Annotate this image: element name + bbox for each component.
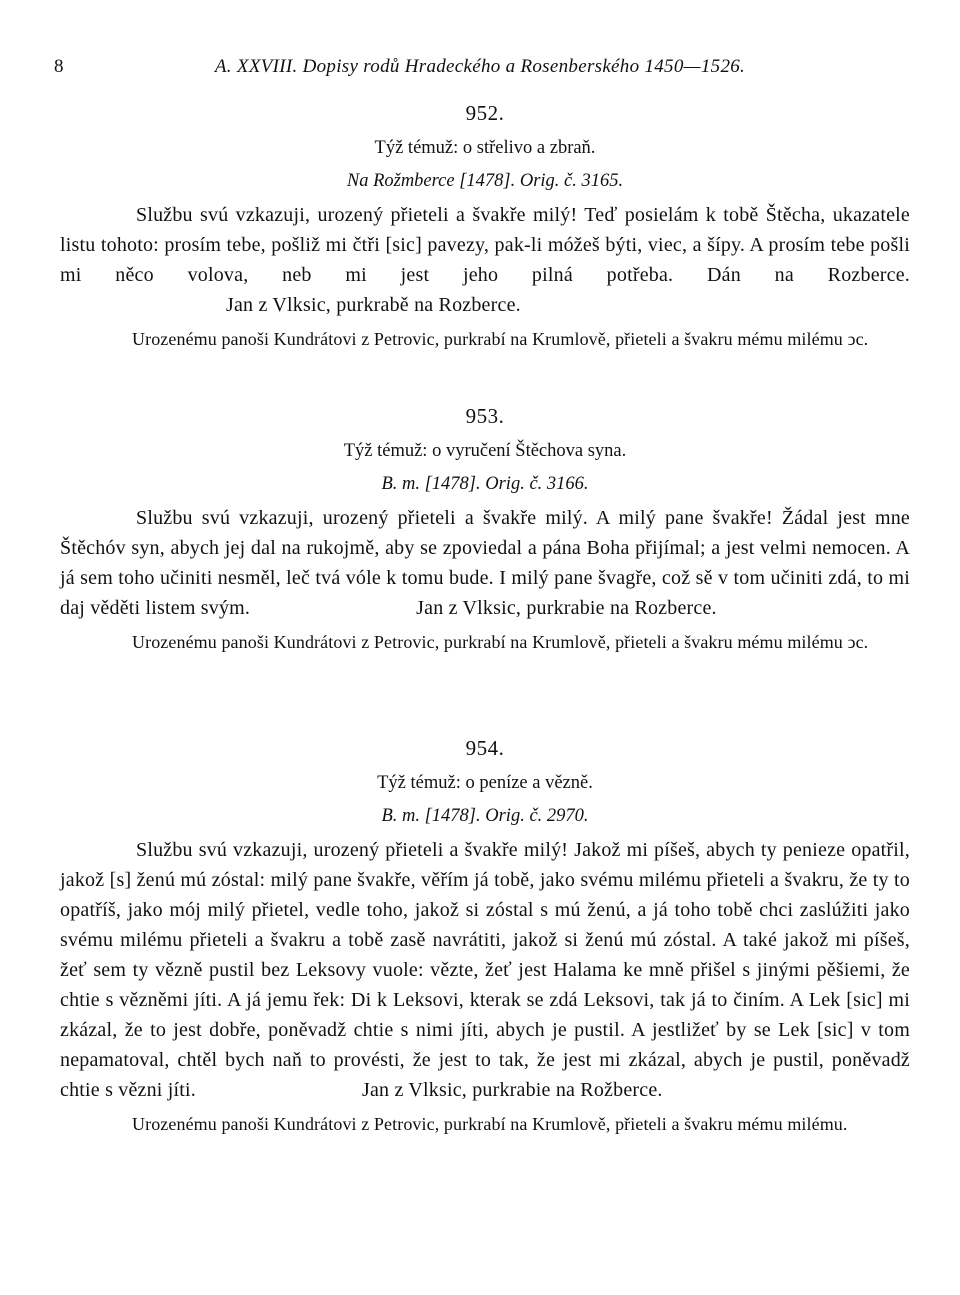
letter-body: Službu svú vzkazuji, urozený přieteli a švakře milý! Teď posielám k tobě Štěcha, ukazatele listu tohoto: prosím tebe, pošliž mi čtři [sic] pavezy, pak-li móžeš býti, viec, a šípy. A prosím tebe pošli mi něco volova, neb mi jest jeho pilná potřeba. Dán na Rozberce. <box>60 204 910 286</box>
running-head: A. XXVIII. Dopisy rodů Hradeckého a Rosenberského 1450—1526. <box>214 56 746 77</box>
document-subject: Týž témuž: o vyručení Štěchova syna. <box>343 441 627 461</box>
document-number: 954. <box>465 736 505 760</box>
document-953 <box>60 404 910 655</box>
letter-signature: Jan z Vlksic, purkrabie na Rozberce. <box>416 597 717 619</box>
letter-address: Urozenému panoši Kundrátovi z Petrovic, purkrabí na Krumlově, přieteli a švakru mému milému ↄc. <box>132 329 869 349</box>
letter-address: Urozenému panoši Kundrátovi z Petrovic, purkrabí na Krumlově, přieteli a švakru mému milému ↄc. <box>132 632 869 652</box>
letter-address: Urozenému panoši Kundrátovi z Petrovic, purkrabí na Krumlově, přieteli a švakru mému milému. <box>132 1114 848 1134</box>
page-header <box>0 56 960 82</box>
letter-body: Službu svú vzkazuji, urozený přieteli a švakře milý! Jakož mi píšeš, abych ty penieze opatřil, jakož [s] ženú mú zóstal: milý pane švakře, věřím já tobě, jako svému milému přieteli a švakru, že ty to opatříš, jako mój milý přietel, vedle toho, jakož si zóstal s mú ženú, a já toho tobě chci zaslúžiti jako svému milému přieteli a švakru a tobě zasě navrátiti, jakož si ženú mú zóstal. A také jakož mi píšeš, žeť sem ty vězně pustil bez Leksovy vuole: vězte, žeť jest Halama ke mně přišel s jinými pěšiemi, že chtie s vězněmi jíti. A já jemu řek: Di k Leksovi, kterak se zdá Leksovi, tak já to činím. A Lek [sic] mi zkázal, že to jest dobře, poněvadž chtie s nimi jíti, abych je pustil. A jestližeť by se Lek [sic] v tom nepamatoval, chtěl bych naň to provésti, že jest to tak, že jest mi zkázal, abych je pustil, poněvadž chtie s vězni jíti. <box>60 839 910 1101</box>
document-source: Na Rožmberce [1478]. Orig. č. 3165. <box>346 171 624 191</box>
letter-text <box>60 200 910 320</box>
page-number: 8 <box>54 56 64 77</box>
letter-text <box>60 503 910 623</box>
document-952 <box>60 101 910 352</box>
letter-signature: Jan z Vlksic, purkrabie na Rožberce. <box>362 1079 663 1101</box>
document-number: 952. <box>465 101 505 125</box>
letter-body: Službu svú vzkazuji, urozený přieteli a švakře milý. A milý pane švakře! Žádal jest mne Štěchóv syn, abych jej dal na rukojmě, aby se zpoviedal a pána Boha přijímal; a jest velmi nemocen. A já sem toho učiniti nesměl, leč tvá vóle k tomu bude. I milý pane švagře, což sě v tom učiniti zdá, to mi daj věděti listem svým. <box>60 507 910 619</box>
letter-signature: Jan z Vlksic, purkrabě na Rozberce. <box>226 294 521 316</box>
letter-text <box>60 835 910 1105</box>
document-954 <box>60 736 910 1137</box>
document-number: 953. <box>465 404 505 428</box>
document-source: B. m. [1478]. Orig. č. 3166. <box>381 474 589 494</box>
document-subject: Týž témuž: o peníze a vězně. <box>377 773 593 793</box>
document-subject: Týž témuž: o střelivo a zbraň. <box>374 138 596 158</box>
document-source: B. m. [1478]. Orig. č. 2970. <box>381 806 589 826</box>
